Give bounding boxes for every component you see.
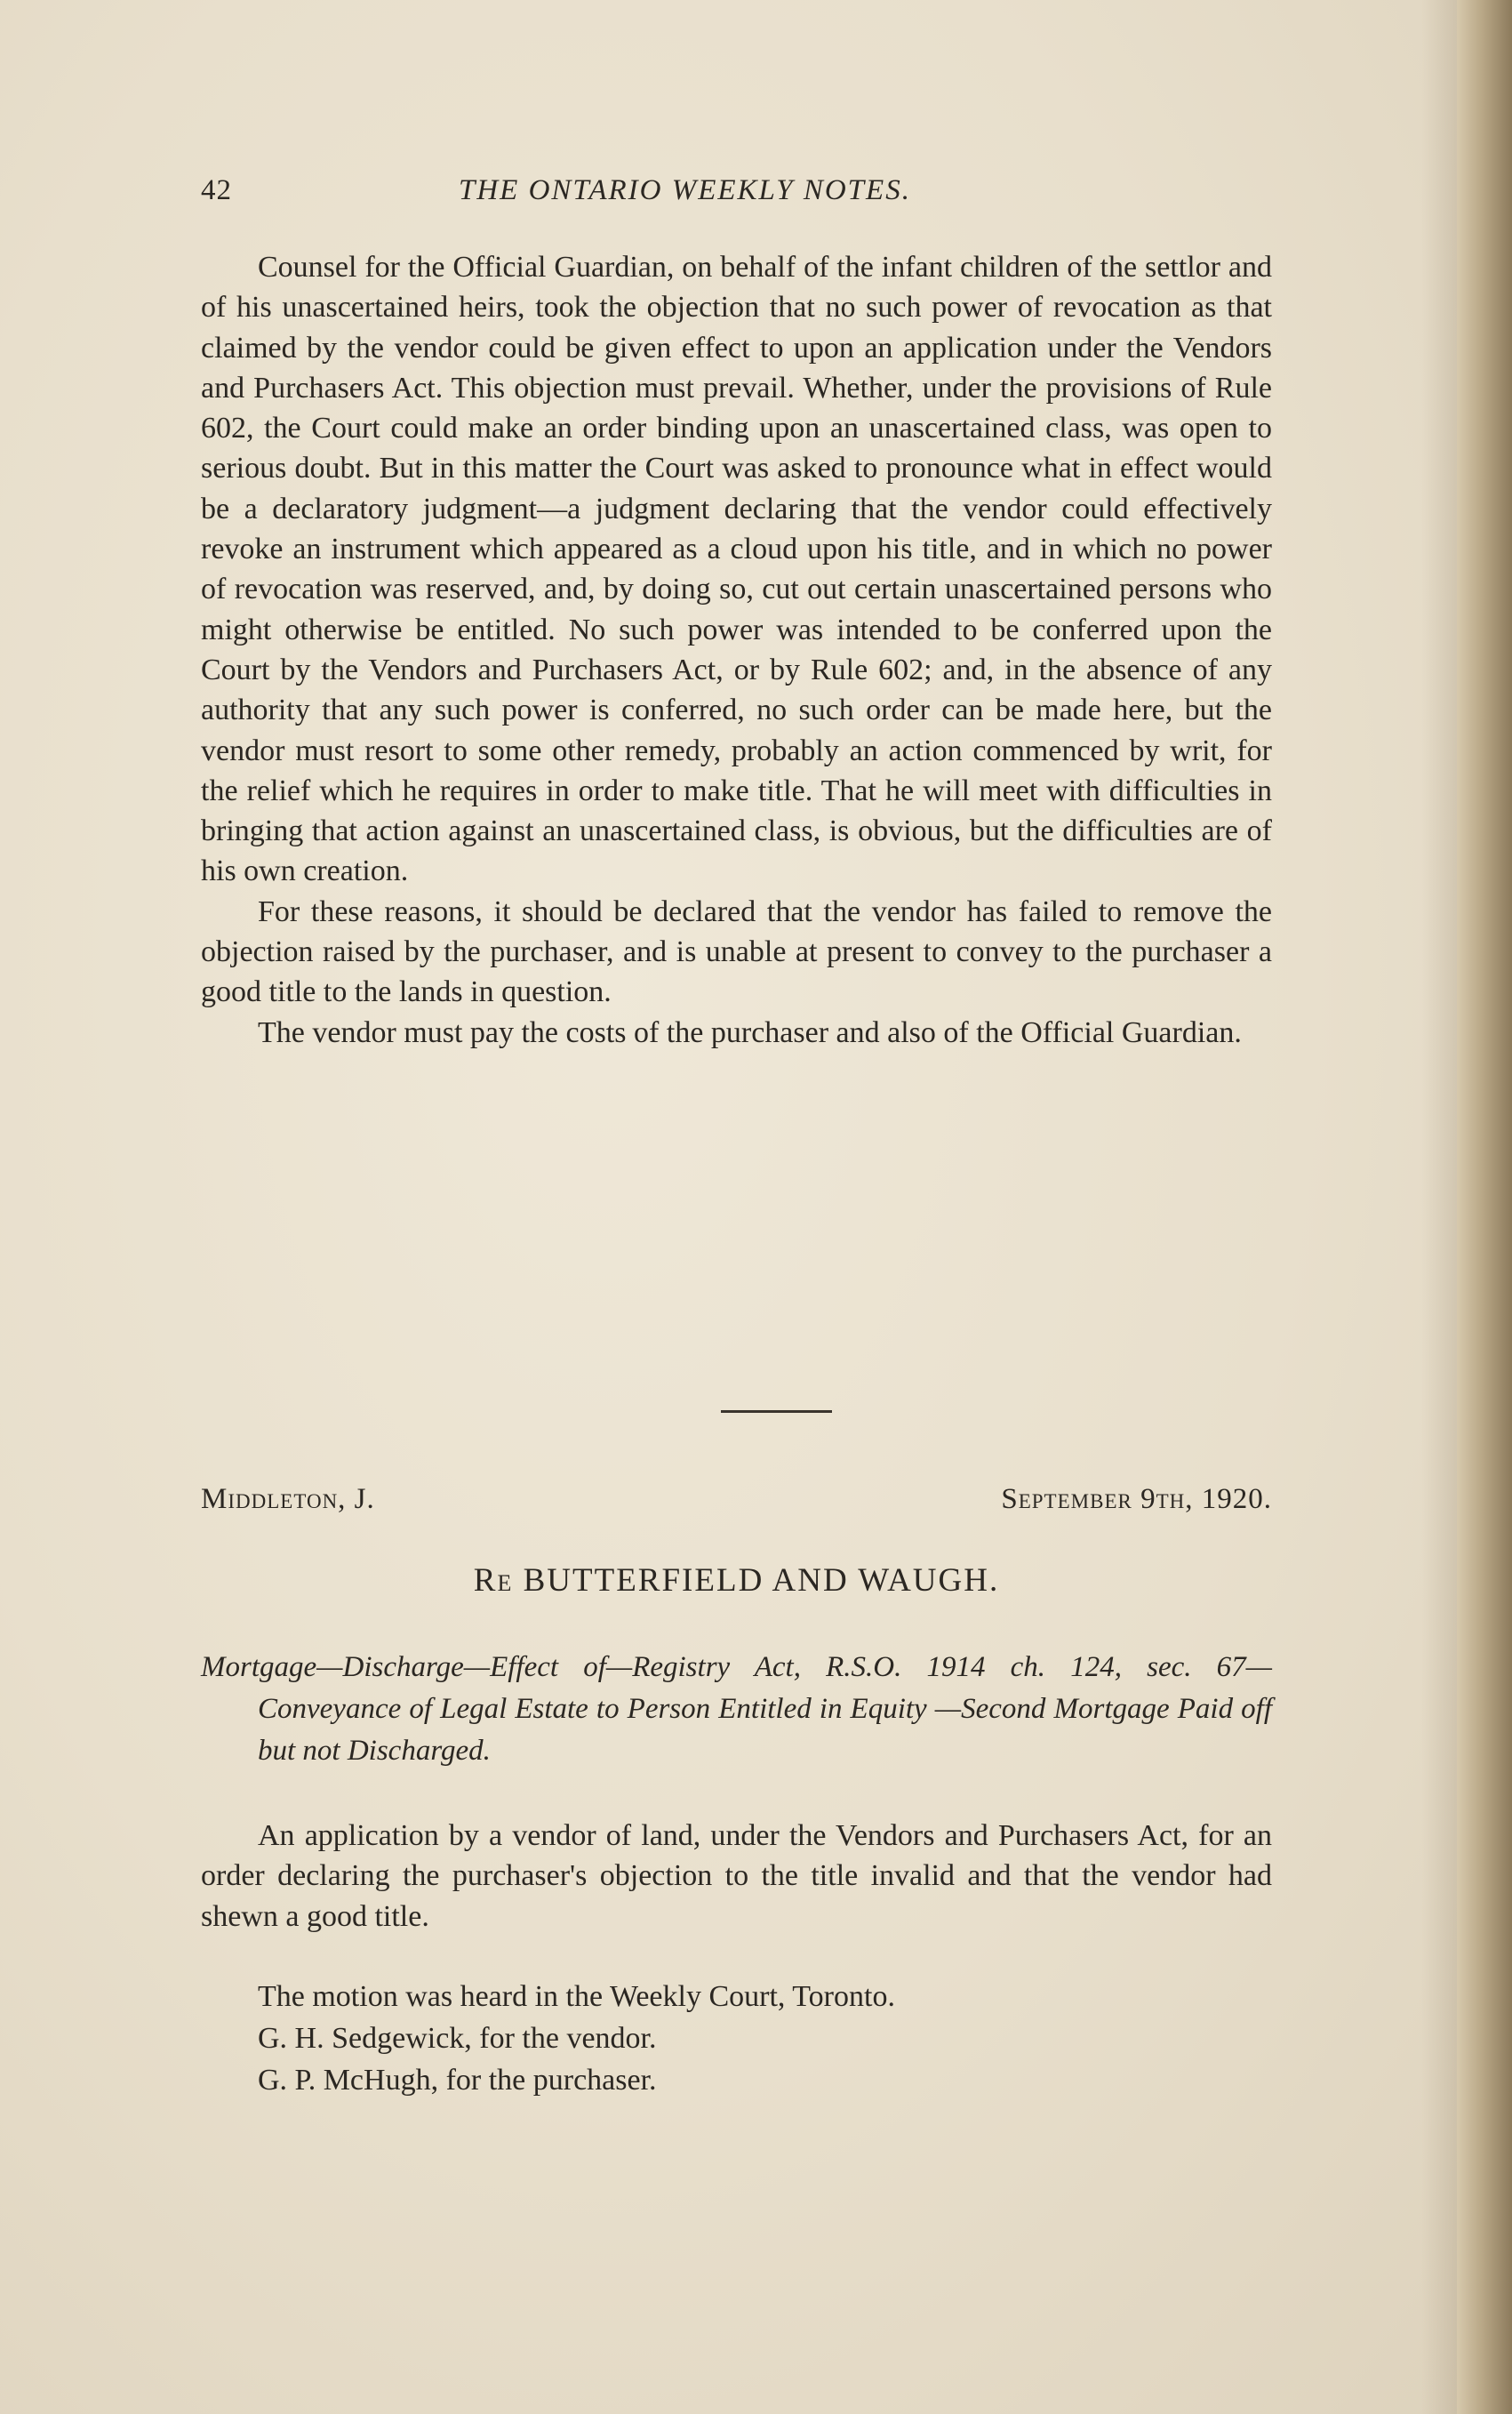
case-title-prefix: Re [473,1562,514,1599]
counsel-vendor: G. H. Sedgewick, for the vendor. [258,2022,657,2055]
journal-title: THE ONTARIO WEEKLY NOTES. [459,174,911,206]
case-date: September 9th, 1920. [1001,1483,1272,1515]
case-header [201,1483,1272,1528]
application-summary: An application by a vendor of land, under the Vendors and Purchasers Act, for an order declaring the purchaser's objection to the title invalid and that the vendor had shewn a good title. [201,1819,1272,1933]
page-gutter-shadow [1421,0,1457,2414]
section-divider [721,1410,832,1413]
paragraph-costs: The vendor must pay the costs of the purchaser and also of the Official Guardian. [258,1015,1242,1049]
case-title-name: BUTTERFIELD AND WAUGH. [523,1562,1000,1599]
hearing-details [258,1976,1272,2101]
judgment-text [201,247,1272,1053]
counsel-purchaser: G. P. McHugh, for the purchaser. [258,2064,657,2097]
headnote: Mortgage—Discharge—Effect of—Registry Act, R.S.O. 1914 ch. 124, sec. 67—Conveyance of Legal Estate to Person Entitled in Equity —Second Mortgage Paid off but not Discharged. [201,1651,1272,1767]
paragraph-counsel-objection: Counsel for the Official Guardian, on behalf of the infant children of the settlor and of his unascertained heirs, took the objection that no such power of revocation as that claimed by the vendor could be given effect to upon an application under the Vendors and Purchasers Act. This objection must prevail. Whether, under the provisions of Rule 602, the Court could make an order binding upon an unascertained class, was open to serious doubt. But in this matter the Court was asked to pronounce what in effect would be a declaratory judgment—a judgment declaring that the vendor could effectively revoke an instrument which appeared as a cloud upon his title, and in which no power of revocation was reserved, and, by doing so, cut out certain unascertained persons who might otherwise be entitled. No such power was intended to be conferred upon the Court by the Vendors and Purchasers Act, or by Rule 602; and, in the absence of any authority that any such power is conferred, no such order can be made here, but the vendor must resort to some other remedy, probably an action commenced by writ, for the relief which he requires in order to make title. That he will meet with difficulties in bringing that action against an unascertained class, is obvious, but the difficulties are of his own creation. [201,251,1272,888]
running-head [201,174,1272,219]
judge-name: Middleton, J. [201,1483,375,1515]
paragraph-declaration: For these reasons, it should be declared that the vendor has failed to remove the objection raised by the purchaser, and is unable at present to convey to the purchaser a good title to the lands in question. [201,894,1272,1009]
case-title [201,1561,1272,1600]
page-number: 42 [201,174,232,206]
hearing-venue: The motion was heard in the Weekly Court, Toronto. [258,1980,895,2013]
page-edge [1457,0,1512,2414]
